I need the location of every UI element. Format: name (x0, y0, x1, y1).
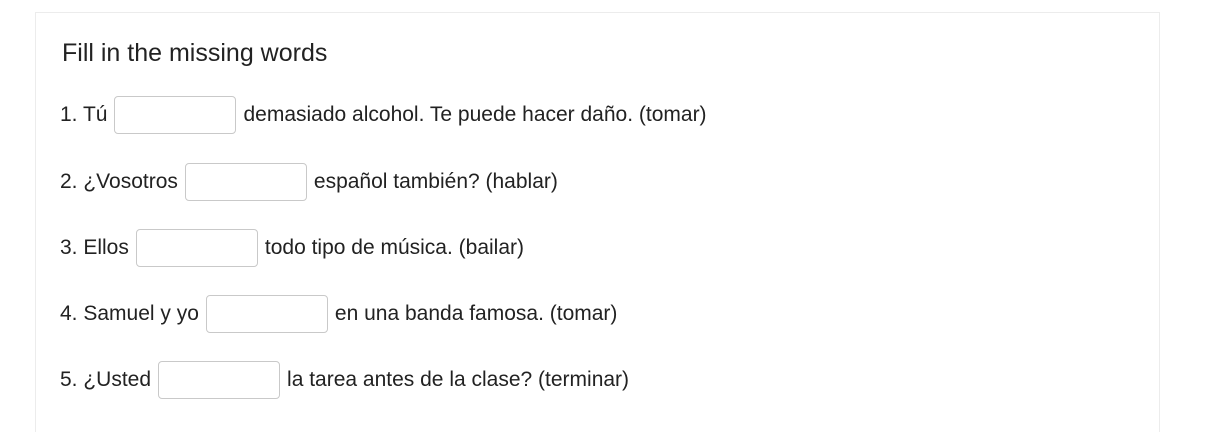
question-3-suffix: todo tipo de música. (bailar) (264, 236, 525, 259)
question-2 (60, 163, 558, 201)
question-4-suffix: en una banda famosa. (tomar) (334, 302, 618, 325)
question-2-suffix: español también? (hablar) (313, 170, 558, 193)
question-2-answer-input[interactable] (185, 163, 307, 201)
question-4-prefix: 4. Samuel y yo (60, 302, 199, 325)
question-5-suffix: la tarea antes de la clase? (terminar) (287, 368, 630, 391)
question-5-prefix: 5. ¿Usted (60, 368, 152, 391)
question-1 (60, 96, 707, 134)
question-5-answer-input[interactable] (158, 361, 280, 399)
question-2-prefix: 2. ¿Vosotros (60, 170, 178, 193)
exercise-title: Fill in the missing words (62, 39, 328, 67)
question-4 (60, 295, 617, 333)
question-1-answer-input[interactable] (114, 96, 236, 134)
question-3 (60, 229, 524, 267)
question-1-suffix: demasiado alcohol. Te puede hacer daño. (tomar) (243, 103, 707, 126)
question-4-answer-input[interactable] (206, 295, 328, 333)
question-3-prefix: 3. Ellos (60, 236, 129, 259)
question-5 (60, 361, 629, 399)
question-3-answer-input[interactable] (136, 229, 258, 267)
question-1-prefix: 1. Tú (60, 103, 108, 126)
